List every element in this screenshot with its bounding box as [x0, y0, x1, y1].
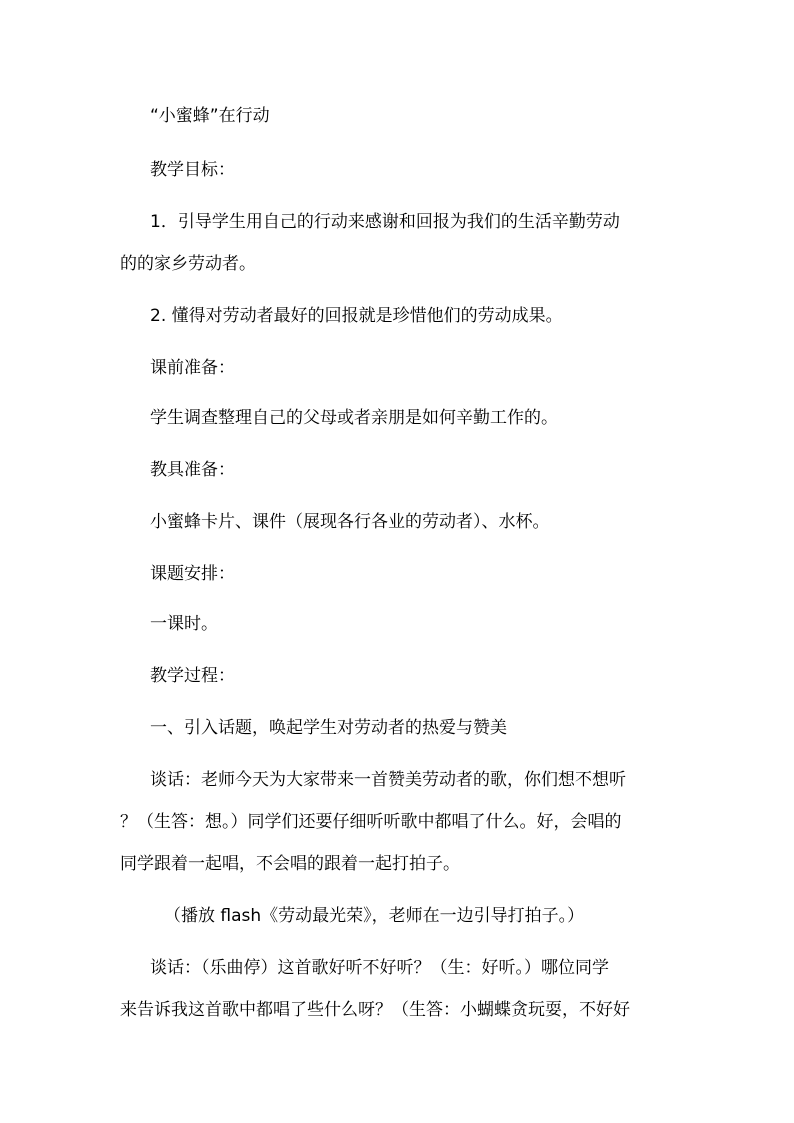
- paragraph-1-line1: 谈话：老师今天为大家带来一首赞美劳动者的歌，你们想不想听: [150, 770, 626, 790]
- schedule-text: 一课时。: [150, 614, 218, 634]
- heading-tools: 教具准备：: [150, 460, 235, 480]
- paragraph-3-line2: 来告诉我这首歌中都唱了些什么呀？（生答：小蝴蝶贪玩耍，不好好: [120, 1000, 630, 1020]
- paragraph-2: （播放 flash《劳动最光荣》，老师在一边引导打拍子。）: [164, 906, 585, 926]
- heading-objectives: 教学目标：: [150, 160, 235, 180]
- paragraph-1-line2: ？（生答：想。）同学们还要仔细听听歌中都唱了什么。好，会唱的: [120, 812, 622, 832]
- paragraph-3-line1: 谈话：（乐曲停）这首歌好听不好听？（生：好听。）哪位同学: [150, 958, 609, 978]
- document-title: “小蜜蜂”在行动: [150, 106, 270, 126]
- section-1-heading: 一、引入话题，唤起学生对劳动者的热爱与赞美: [150, 718, 507, 738]
- paragraph-1-line3: 同学跟着一起唱，不会唱的跟着一起打拍子。: [120, 854, 460, 874]
- preparation-text: 学生调查整理自己的父母或者亲朋是如何辛勤工作的。: [150, 408, 558, 428]
- heading-preparation: 课前准备：: [150, 358, 235, 378]
- objective-2: 2. 懂得对劳动者最好的回报就是珍惜他们的劳动成果。: [150, 306, 563, 326]
- objective-1-line1: 1．引导学生用自己的行动来感谢和回报为我们的生活辛勤劳动: [150, 212, 620, 232]
- objective-1-line2: 的的家乡劳动者。: [120, 254, 256, 274]
- heading-schedule: 课题安排：: [150, 564, 235, 584]
- tools-text: 小蜜蜂卡片、课件（展现各行各业的劳动者）、水杯。: [150, 512, 550, 532]
- heading-process: 教学过程：: [150, 666, 235, 686]
